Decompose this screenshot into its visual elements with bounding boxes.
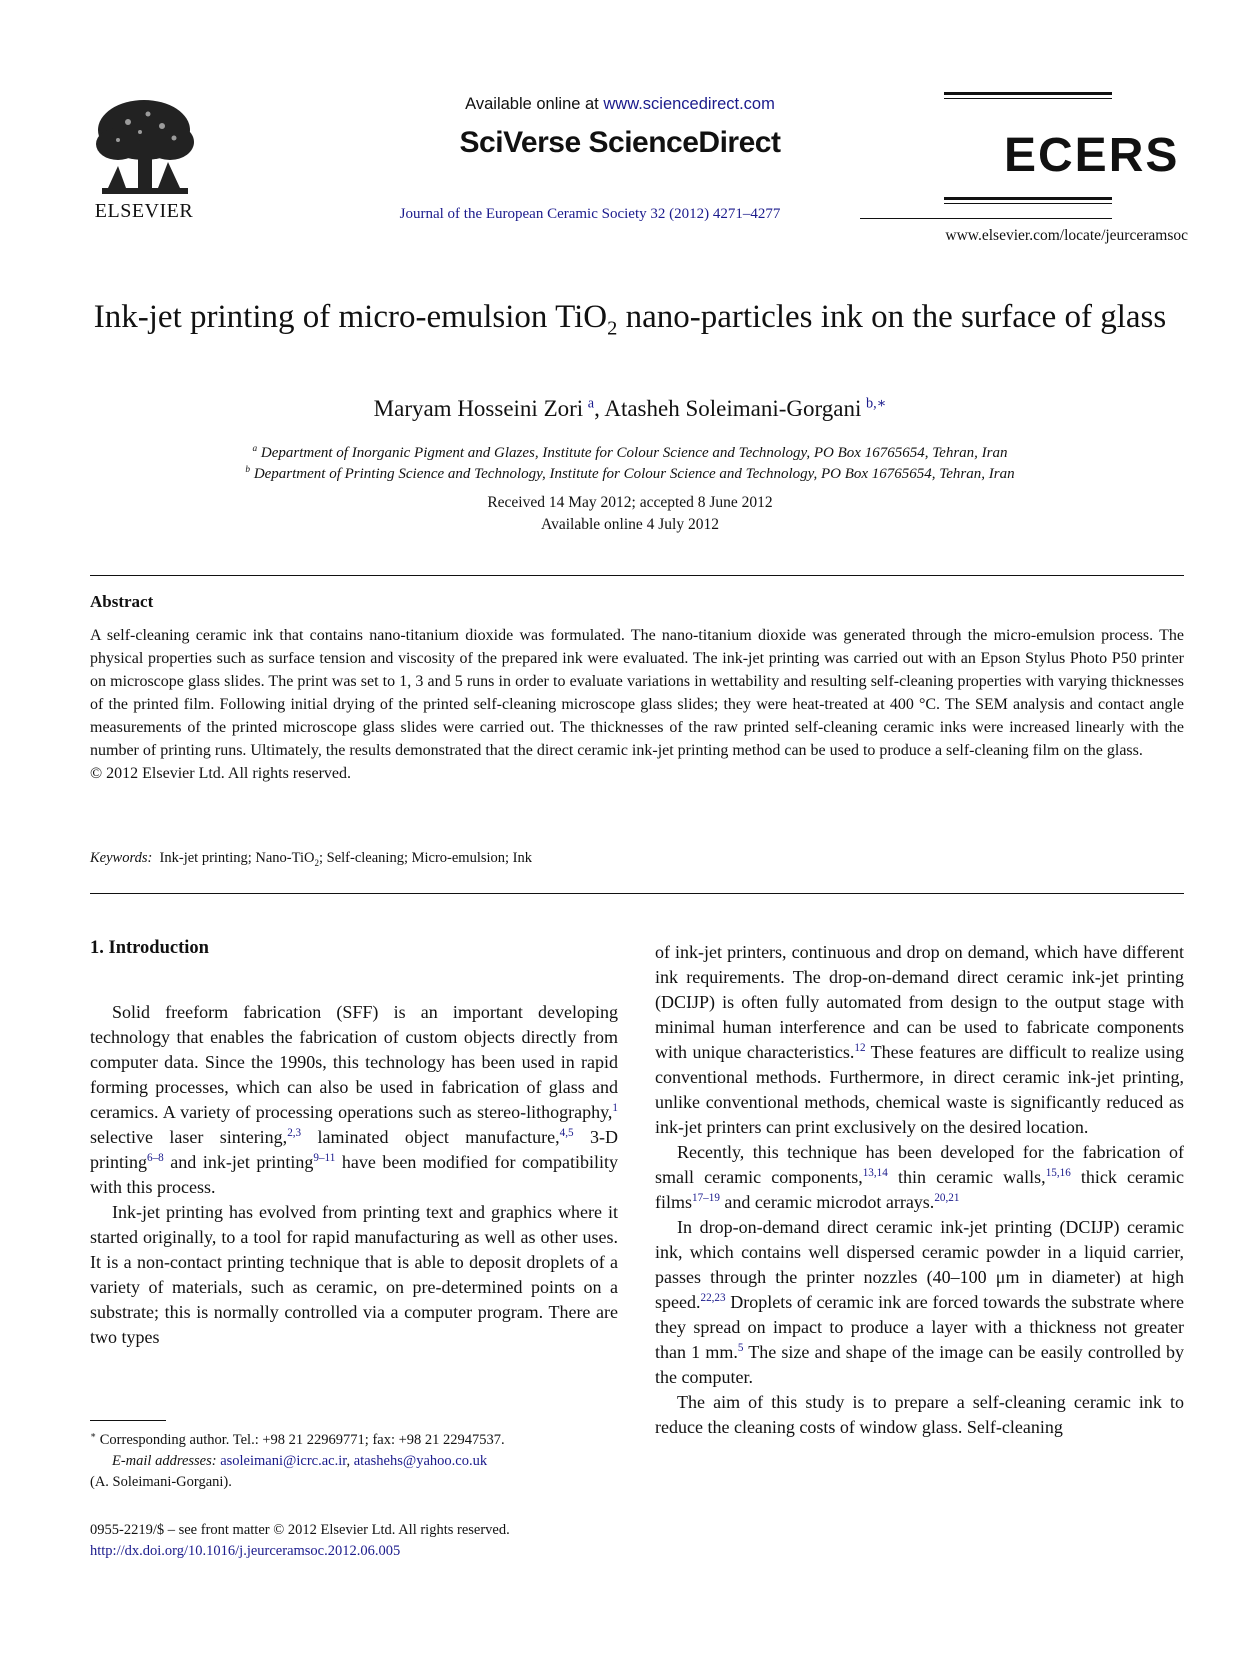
author-list: Maryam Hosseini Zori $^a$, Atasheh Soleimani-Gorgani $^{b,∗}$ [373,395,887,421]
header-rule-top [944,92,1112,95]
footnote-mark: ∗ [90,1430,97,1441]
header-rule-bottom-thin [944,203,1112,204]
affiliation-mark: a [252,444,258,454]
email-link[interactable]: asoleimani@icrc.ac.ir [220,1453,347,1469]
author-name: Atasheh Soleimani-Gorgani [604,396,862,421]
text: have been modified for compatibility with this process. [90,1152,618,1197]
citation-link[interactable]: 1 [612,1102,618,1114]
text: thin ceramic walls, [887,1167,1046,1187]
abstract-body [90,624,1184,785]
text: Recently, this technique has been developed for the fabrication of small ceramic components, [655,1142,1184,1187]
text: Droplets of ceramic ink are forced towards the substrate where they spread on impact to produce a layer with a thickness not greater than 1 mm. [655,1292,1184,1362]
text: In drop-on-demand direct ceramic ink-jet printing (DCIJP) ceramic ink, which contains well dispersed ceramic powder in a liquid carrier, passes through the printer nozzles (40–100 μm in diameter) at high speed. [655,1217,1184,1312]
citation-link[interactable]: 17–19 [692,1192,720,1204]
right-column [655,940,1184,1440]
affiliation-text: Department of Printing Science and Technology, Institute for Colour Science and Technology, PO Box 16765654, Tehran, Iran [253,466,1015,482]
text: The size and shape of the image can be easily controlled by the computer. [655,1342,1184,1387]
footnote-line [90,1430,630,1451]
keywords-text: Ink-jet printing; Nano-TiO [159,850,315,866]
citation-link[interactable]: 12 [854,1042,866,1054]
publisher-name: ELSEVIER [94,200,194,222]
title-text-cont: nano-particles ink on the surface of glass [617,299,1167,335]
affiliation-marker[interactable]: a [587,395,595,412]
keywords-label: Keywords: [90,850,153,866]
abstract-heading: Abstract [90,592,154,611]
abstract-text: A self-cleaning ceramic ink that contains nano-titanium dioxide was formulated. The nano-titanium dioxide was generated through the micro-emulsion process. The physical properties such as surface tension and viscosity of the prepared ink were evaluated. The ink-jet printing was carried out with an Epson Stylus Photo P50 printer on microscope glass slides. The print was set to 1, 3 and 5 runs in order to evaluate variations in wettability and resulting self-cleaning properties with varying thicknesses of the printed film. Following initial drying of the printed self-cleaning microscope glass slides; they were heat-treated at 400 °C. The SEM analysis and contact angle measurements of the printed microscope glass slides were carried out. The thicknesses of the raw printed self-cleaning ceramic inks were increased linearly with the number of printing runs. Ultimately, the results demonstrated that the direct ceramic ink-jet printing method can be used to produce a self-cleaning film on the glass. [90,627,1184,759]
text: Solid freeform fabrication (SFF) is an important developing technology that enables the fabrication of custom objects directly from computer data. Since the 1990s, this technology has been used in rapid forming processes, which can also be used in fabrication of glass and ceramics. A variety of processing operations such as stereo-lithography, [90,1002,618,1122]
title-text: Ink-jet printing of micro-emulsion TiO [93,299,608,335]
text: thick ceramic films [655,1167,1185,1212]
text: and ink-jet printing [163,1152,314,1172]
section-heading: 1. Introduction [90,938,209,958]
citation-link[interactable]: 15,16 [1045,1167,1071,1179]
received-dates: Received 14 May 2012; accepted 8 June 2012 [487,494,773,511]
citation-link[interactable]: 2,3 [287,1127,302,1139]
citation-link[interactable]: 9–11 [313,1152,336,1164]
front-matter [90,1520,630,1562]
paragraph [90,1000,618,1200]
text: These features are difficult to realize using conventional methods. Furthermore, in direct ceramic ink-jet printing, unlike conventional methods, chemical waste is significantly reduced as ink-jet printers can print exclusively on the desired location. [655,1042,1184,1137]
affiliation-text: Department of Inorganic Pigment and Glazes, Institute for Colour Science and Technology, PO Box 16765654, Tehran, Iran [260,445,1008,461]
journal-homepage-link[interactable]: www.elsevier.com/locate/jeurceramsoc [945,227,1188,244]
affiliation-a [80,445,1180,462]
affiliation-b [80,466,1180,483]
abstract-rule-top [90,575,1184,576]
header-rule-long [860,218,1112,219]
text: laminated object manufacture, [301,1127,560,1147]
text: selective laser sintering, [90,1127,288,1147]
citation-link[interactable]: 4,5 [559,1127,574,1139]
separator: , [346,1453,354,1469]
header-rule-top-thin [944,98,1112,99]
email-link[interactable]: atashehs@yahoo.co.uk [353,1453,488,1469]
issn-line: 0955-2219/$ – see front matter © 2012 Elsevier Ltd. All rights reserved. [90,1522,510,1538]
footnote-text: Corresponding author. Tel.: +98 21 22969771; fax: +98 21 22947537. [96,1432,505,1448]
header-rule-bottom [944,197,1112,200]
paragraph [655,1215,1184,1390]
title-subscript: 2 [607,317,618,340]
citation-link[interactable]: 13,14 [862,1167,888,1179]
keywords-text-cont: ; Self-cleaning; Micro-emulsion; Ink [318,850,533,866]
journal-citation-link[interactable]: Journal of the European Ceramic Society 32 (2012) 4271–4277 [399,206,781,222]
available-online-line [420,95,820,114]
citation-link[interactable]: 22,23 [700,1292,726,1304]
abstract-rule-bottom [90,893,1184,894]
paragraph [655,1140,1184,1215]
author-name: Maryam Hosseini Zori [373,396,584,421]
society-logo: ECERS [1004,129,1180,182]
sciencedirect-link[interactable]: www.sciencedirect.com [603,95,775,113]
citation-link[interactable]: 5 [737,1342,744,1354]
text: of ink-jet printers, continuous and drop on demand, which have different ink requirements. The drop-on-demand direct ceramic ink-jet printing (DCIJP) is often fully automated from design to the output stage with minimal human interference and can be used to fabricate components with unique characteristics. [655,942,1184,1062]
affiliation-marker[interactable]: b,∗ [865,395,887,412]
text: 3-D printing [90,1127,618,1172]
paragraph: The aim of this study is to prepare a self-cleaning ceramic ink to reduce the cleaning costs of window glass. Self-cleaning [655,1392,1184,1437]
paragraph: Ink-jet printing has evolved from printing text and graphics where it started originally, to a tool for rapid manufacturing as well as other uses. It is a non-contact printing technique that is able to deposit droplets of a variety of materials, such as ceramic, on pre-determined points on a substrate; this is normally controlled via a computer program. There are two types [90,1202,618,1347]
text: and ceramic microdot arrays. [719,1192,935,1212]
footnote-rule [90,1420,166,1421]
footnote-emails [90,1451,630,1472]
left-column [90,1000,618,1350]
paragraph [655,940,1184,1140]
keywords-line [90,850,1184,867]
doi-link[interactable]: http://dx.doi.org/10.1016/j.jeurceramsoc.2012.06.005 [90,1543,401,1559]
affiliation-mark: b [245,465,251,475]
abstract-copyright: © 2012 Elsevier Ltd. All rights reserved. [90,765,351,782]
available-prefix: Available online at [465,95,604,113]
platform-wordmark: SciVerse ScienceDirect [459,126,781,159]
citation-link[interactable]: 6–8 [147,1152,164,1164]
corresponding-footnote [90,1430,630,1493]
keywords-subscript: 2 [314,857,319,868]
online-date: Available online 4 July 2012 [541,516,719,533]
citation-link[interactable]: 20,21 [934,1192,960,1204]
article-title [80,296,1180,338]
email-label: E-mail addresses: [112,1453,217,1469]
footnote-name: (A. Soleimani-Gorgani). [90,1474,232,1490]
elsevier-tree-logo [88,96,200,200]
